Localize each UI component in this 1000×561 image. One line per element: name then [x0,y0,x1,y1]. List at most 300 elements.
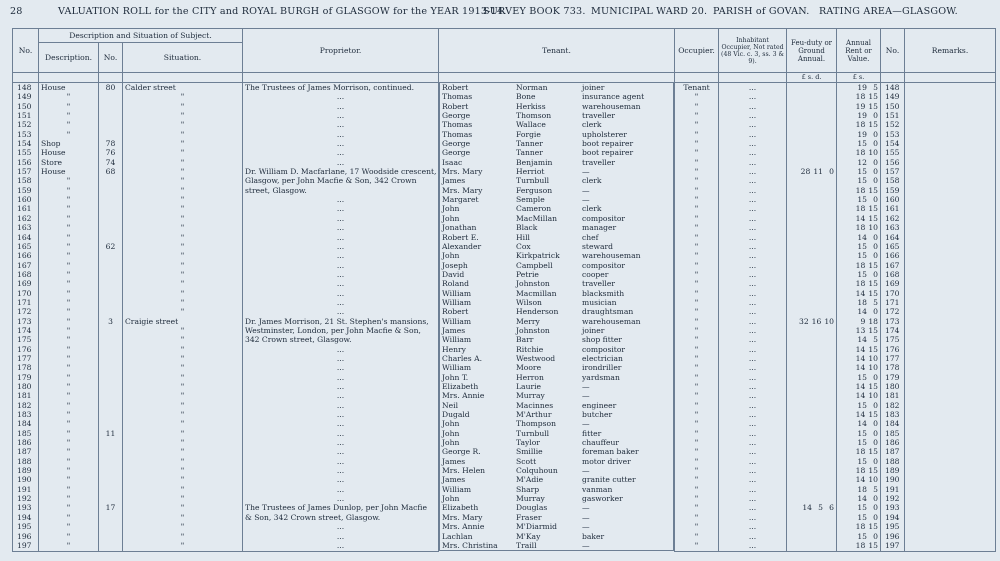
occupier: " [675,447,719,456]
tenant-first-name: Lachlan [442,531,473,541]
rent-shillings: 15 [868,344,879,354]
table-row [13,261,996,270]
tenant-first-name: Jonathan [442,223,477,233]
tenant-first-name: Neil [442,400,459,410]
rent-pounds: 14 [855,213,866,223]
remarks [905,429,996,438]
feu-duty [787,102,837,111]
tenant-occupation: compositor [582,213,626,223]
entry-number-right: 176 [881,345,905,354]
tenant-occupation: — [582,382,590,391]
tenant [439,261,674,270]
annual-rent [837,494,881,503]
description: " [39,410,99,419]
inhabitant-occupier: ... [719,148,787,157]
sub-number: 11 [99,429,123,438]
rent-shillings: 0 [873,176,879,186]
situation: " [123,410,243,419]
entry-number: 192 [13,494,39,503]
occupier: " [675,532,719,541]
tenant-surname: M'Diarmid [516,522,558,532]
occupier: " [675,204,719,213]
entry-number-right: 169 [881,279,905,288]
feu-duty [787,307,837,316]
annual-rent [837,233,881,242]
description: " [39,251,99,260]
tenant [439,307,674,316]
rent-pounds: 19 [857,111,868,121]
inhabitant-occupier: ... [719,429,787,438]
rent-pounds: 14 [855,288,866,298]
sub-number [99,475,123,484]
tenant-surname: Scott [516,456,537,466]
rent-pounds: 14 [857,494,868,504]
tenant [439,475,674,484]
feu-duty [787,195,837,204]
feu-duty [787,204,837,213]
occupier: " [675,335,719,344]
entry-number: 194 [13,513,39,522]
tenant-surname: Petrie [516,269,539,279]
tenant [439,345,674,354]
proprietor: ... [243,223,439,232]
inhabitant-occupier: ... [719,345,787,354]
situation: " [123,513,243,522]
description: " [39,102,99,111]
rent-shillings: 10 [868,363,879,373]
tenant-first-name: John [442,204,460,214]
description: " [39,233,99,242]
entry-number-right: 175 [881,335,905,344]
entry-number-right: 168 [881,270,905,279]
rent-pounds: 15 [857,456,868,466]
sub-number [99,223,123,232]
rating-area: RATING AREA—GLASGOW. [819,6,958,17]
remarks [905,214,996,223]
occupier: " [675,503,719,512]
feu-duty [787,532,837,541]
feu-duty [787,522,837,531]
rent-pounds: 14 [855,391,866,401]
tenant-surname: Macmillan [516,288,557,298]
tenant-surname: Moore [516,363,542,373]
rent-pounds: 19 [855,101,866,111]
rent-pounds: 14 [855,410,866,420]
tenant-first-name: John [442,419,460,429]
remarks [905,410,996,419]
annual-rent [837,251,881,260]
entry-number: 167 [13,261,39,270]
situation: " [123,326,243,335]
rent-pounds: 19 [857,83,868,92]
inhabitant-occupier: ... [719,204,787,213]
description: " [39,279,99,288]
header-no: No. [13,29,39,73]
tenant-occupation: — [582,195,590,205]
tenant-first-name: Alexander [442,241,482,251]
tenant-surname: MacMillan [516,213,558,223]
occupier: " [675,251,719,260]
table-row [13,447,996,456]
tenant [439,158,674,167]
sub-number [99,261,123,270]
sub-number: 62 [99,242,123,251]
rent-pounds: 18 [855,447,866,457]
entry-number-right: 165 [881,242,905,251]
sub-number [99,102,123,111]
header-sub-no: No. [99,43,123,73]
occupier: " [675,438,719,447]
feu-duty [787,233,837,242]
tenant-surname: Kirkpatrick [516,251,560,261]
rent-pounds: 14 [857,232,868,242]
rent-pounds: 14 [855,344,866,354]
entry-number-right: 148 [881,83,905,93]
tenant-occupation: blacksmith [582,288,625,298]
remarks [905,298,996,307]
tenant-occupation: boot repairer [582,148,634,158]
inhabitant-occupier: ... [719,494,787,503]
rent-shillings: 0 [873,232,879,242]
proprietor: ... [243,92,439,101]
entry-number: 187 [13,447,39,456]
tenant [439,289,674,298]
situation: " [123,522,243,531]
remarks [905,102,996,111]
rent-pounds: 14 [855,363,866,373]
inhabitant-occupier: ... [719,167,787,176]
sub-number: 17 [99,503,123,512]
occupier: " [675,475,719,484]
inhabitant-occupier: ... [719,83,787,93]
tenant [439,522,674,531]
tenant-occupation: warehouseman [582,316,641,326]
annual-rent [837,373,881,382]
sub-number [99,485,123,494]
annual-rent [837,242,881,251]
tenant-occupation: draughtsman [582,307,634,317]
occupier: " [675,382,719,391]
inhabitant-occupier: ... [719,195,787,204]
tenant-surname: Norman [516,83,548,92]
description: " [39,326,99,335]
rent-pounds: 18 [855,92,866,102]
annual-rent [837,186,881,195]
tenant-surname: Herron [516,372,544,382]
feu-duty [787,289,837,298]
description: " [39,130,99,139]
sub-number [99,447,123,456]
sub-number [99,307,123,316]
tenant [439,92,674,101]
inhabitant-occupier: ... [719,475,787,484]
proprietor: ... [243,214,439,223]
rent-pounds: 18 [855,204,866,214]
entry-number: 177 [13,354,39,363]
inhabitant-occupier: ... [719,317,787,326]
tenant-surname: Colquhoun [516,466,558,476]
feu-duty [787,466,837,475]
rent-shillings: 0 [873,167,879,177]
feu-duty [787,513,837,522]
rent-pounds: 18 [855,279,866,289]
description: " [39,457,99,466]
occupier: " [675,167,719,176]
feu-pounds: 32 [799,316,809,326]
rent-pounds: 15 [857,139,868,149]
tenant-first-name: Robert E. [442,232,479,242]
occupier: " [675,130,719,139]
rent-pounds: 18 [857,297,868,307]
annual-rent [837,270,881,279]
table-row [13,167,996,176]
rent-shillings: 15 [868,101,879,111]
tenant-occupation: granite cutter [582,475,636,485]
feu-duty [787,130,837,139]
remarks [905,204,996,213]
entry-number-right: 177 [881,354,905,363]
table-row [13,233,996,242]
rent-pounds: 15 [857,428,868,438]
sub-number [99,251,123,260]
entry-number: 188 [13,457,39,466]
description: House [39,148,99,157]
entry-number-right: 170 [881,289,905,298]
occupier: " [675,270,719,279]
rent-shillings: 0 [873,157,879,167]
occupier: " [675,214,719,223]
tenant [439,401,674,410]
tenant-first-name: George [442,139,471,149]
inhabitant-occupier: ... [719,382,787,391]
remarks [905,419,996,428]
description: " [39,485,99,494]
inhabitant-occupier: ... [719,354,787,363]
tenant-occupation: cooper [582,269,609,279]
tenant-occupation: chauffeur [582,438,619,448]
situation: " [123,541,243,551]
tenant-first-name: Thomas [442,129,473,139]
sub-number [99,195,123,204]
annual-rent [837,92,881,101]
tenant-first-name: Dugald [442,410,470,420]
remarks [905,326,996,335]
table-row [13,391,996,400]
feu-duty [787,447,837,456]
rent-shillings: 0 [873,512,879,522]
feu-duty [787,167,837,176]
remarks [905,251,996,260]
rent-shillings: 0 [873,503,879,513]
occupier: " [675,466,719,475]
occupier: " [675,242,719,251]
tenant [439,102,674,111]
rent-pounds: 15 [857,512,868,522]
situation: " [123,111,243,120]
remarks [905,317,996,326]
entry-number: 148 [13,83,39,93]
rent-shillings: 15 [868,541,879,551]
table-row [13,270,996,279]
description: " [39,363,99,372]
tenant [439,438,674,447]
feu-duty [787,503,837,512]
header-inhabitant: Inhabitant Occupier, Not rated (48 Vic. c. 3, ss. 3 & 9). [719,29,787,73]
table-row [13,354,996,363]
tenant [439,503,674,512]
tenant-occupation: motor driver [582,456,631,466]
remarks [905,261,996,270]
entry-number: 158 [13,176,39,185]
rent-shillings: 15 [868,325,879,335]
tenant-first-name: John [442,438,460,448]
proprietor: ... [243,242,439,251]
feu-units: £ s. d. [787,73,837,83]
running-head [0,4,1000,20]
inhabitant-occupier: ... [719,214,787,223]
entry-number: 189 [13,466,39,475]
tenant-surname: Semple [516,195,545,205]
annual-rent [837,513,881,522]
remarks [905,335,996,344]
inhabitant-occupier: ... [719,102,787,111]
description: " [39,429,99,438]
feu-duty [787,354,837,363]
proprietor: ... [243,130,439,139]
table-row [13,289,996,298]
table-row [13,139,996,148]
situation: " [123,429,243,438]
occupier: " [675,176,719,185]
tenant-surname: Fraser [516,512,542,522]
feu-duty [787,148,837,157]
inhabitant-occupier: ... [719,363,787,372]
situation: " [123,307,243,316]
rent-pounds: 14 [855,382,866,391]
tenant [439,541,674,551]
feu-pence: 6 [829,503,835,513]
sub-number [99,186,123,195]
tenant-surname: Herriot [516,167,545,177]
entry-number-right: 189 [881,466,905,475]
annual-rent [837,289,881,298]
inhabitant-occupier: ... [719,326,787,335]
tenant-occupation: — [582,419,590,429]
occupier: " [675,233,719,242]
description: " [39,503,99,512]
table-row [13,186,996,195]
sub-number [99,532,123,541]
occupier: " [675,111,719,120]
table-row [13,373,996,382]
description: " [39,494,99,503]
annual-rent [837,148,881,157]
situation: " [123,176,243,185]
sub-number [99,494,123,503]
situation: " [123,158,243,167]
remarks [905,485,996,494]
feu-duty [787,373,837,382]
tenant-surname: Smillie [516,447,543,457]
tenant-surname: Campbell [516,260,553,270]
rent-pounds: 18 [855,260,866,270]
entry-number-right: 154 [881,139,905,148]
description: " [39,541,99,551]
proprietor: ... [243,195,439,204]
inhabitant-occupier: ... [719,111,787,120]
proprietor: ... [243,363,439,372]
tenant-first-name: John T. [442,372,469,382]
tenant-surname: Cox [516,241,531,251]
rent-pounds: 15 [857,176,868,186]
tenant-occupation: joiner [582,83,605,92]
sub-number [99,363,123,372]
description: " [39,345,99,354]
proprietor: 342 Crown street, Glasgow. [243,335,439,344]
annual-rent [837,382,881,391]
annual-rent [837,214,881,223]
tenant-first-name: Thomas [442,120,473,130]
feu-duty [787,317,837,326]
occupier: " [675,457,719,466]
situation: " [123,102,243,111]
header-description: Description. [39,43,99,73]
entry-number: 180 [13,382,39,391]
header-remarks: Remarks. [905,29,996,73]
entry-number-right: 149 [881,92,905,101]
tenant [439,223,674,232]
situation: " [123,233,243,242]
proprietor: Glasgow, per John Macfie & Son, 342 Crown [243,176,439,185]
feu-duty [787,429,837,438]
tenant-first-name: William [442,484,472,494]
proprietor: ... [243,410,439,419]
proprietor: ... [243,307,439,316]
tenant-first-name: Charles A. [442,353,483,363]
proprietor: ... [243,447,439,456]
entry-number: 163 [13,223,39,232]
roll-title: VALUATION ROLL for the CITY and ROYAL BURGH of GLASGOW for the YEAR 1913-14. [58,6,507,17]
occupier: " [675,102,719,111]
tenant-first-name: Robert [442,101,469,111]
entry-number: 186 [13,438,39,447]
description: " [39,223,99,232]
remarks [905,345,996,354]
entry-number-right: 162 [881,214,905,223]
feu-duty [787,251,837,260]
inhabitant-occupier: ... [719,419,787,428]
situation: " [123,382,243,391]
tenant-first-name: Joseph [442,260,468,270]
entry-number: 190 [13,475,39,484]
entry-number-right: 191 [881,485,905,494]
entry-number: 154 [13,139,39,148]
tenant-first-name: Mrs. Annie [442,391,485,401]
tenant [439,532,674,541]
annual-rent [837,541,881,551]
situation: " [123,345,243,354]
proprietor: ... [243,466,439,475]
rent-shillings: 0 [873,456,879,466]
table-row [13,326,996,335]
tenant-occupation: boot repairer [582,139,634,149]
table-row [13,307,996,316]
annual-rent [837,363,881,372]
entry-number-right: 167 [881,261,905,270]
annual-rent [837,391,881,400]
entry-number: 195 [13,522,39,531]
rent-pounds: 18 [855,223,866,233]
